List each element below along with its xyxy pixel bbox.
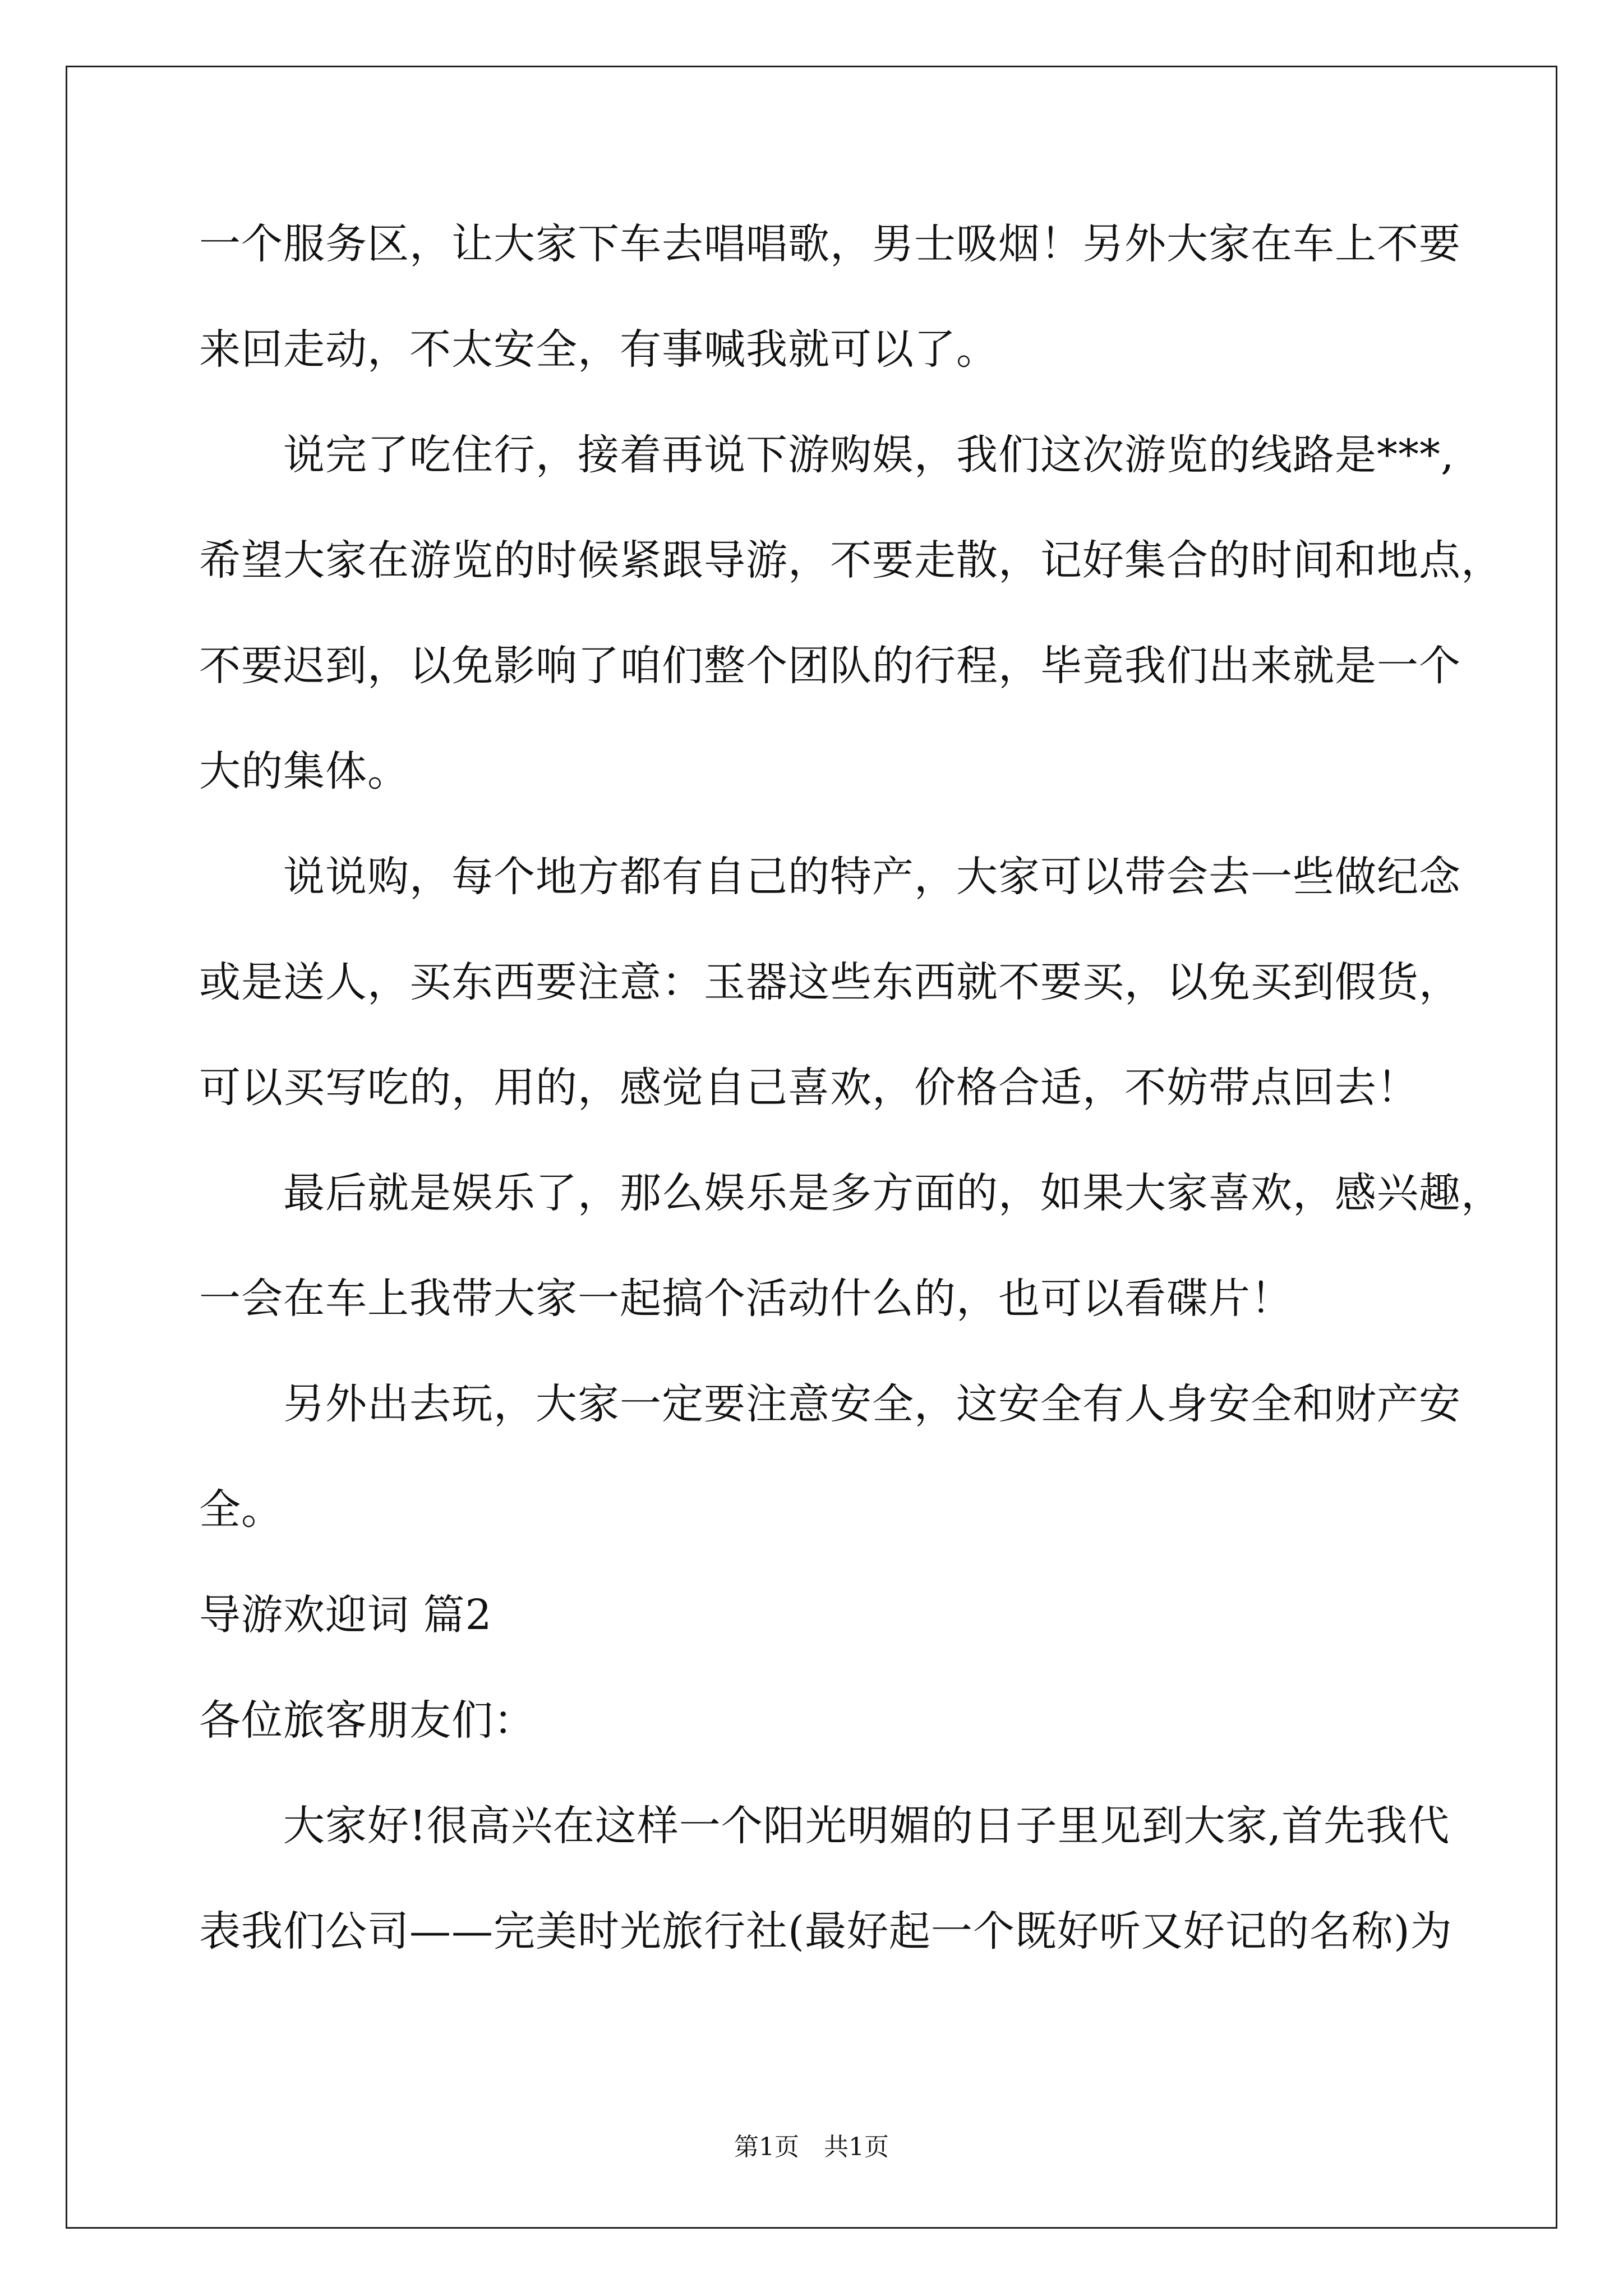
text-line: 可以买写吃的，用的，感觉自己喜欢，价格合适，不妨带点回去！ — [199, 1064, 1419, 1112]
text-line: 来回走动，不太安全，有事喊我就可以了。 — [199, 325, 998, 374]
page-border — [66, 66, 1557, 2229]
paragraph-start-line: 说完了吃住行，接着再说下游购娱，我们这次游览的线路是***, — [283, 431, 1455, 479]
text-line: 不要迟到，以免影响了咱们整个团队的行程，毕竟我们出来就是一个 — [199, 642, 1461, 690]
text-line: 表我们公司——完美时光旅行社(最好起一个既好听又好记的名称)为 — [199, 1907, 1453, 1955]
paragraph-start-line: 说说购，每个地方都有自己的特产，大家可以带会去一些做纪念 — [283, 853, 1461, 901]
text-line: 一个服务区，让大家下车去唱唱歌，男士吸烟！另外大家在车上不要 — [199, 220, 1461, 268]
paragraph-start-line: 另外出去玩，大家一定要注意安全，这安全有人身安全和财产安 — [283, 1380, 1461, 1428]
salutation: 各位旅客朋友们： — [199, 1696, 536, 1745]
paragraph-start-line: 大家好!很高兴在这样一个阳光明媚的日子里见到大家,首先我代 — [283, 1802, 1450, 1850]
text-line: 全。 — [199, 1485, 283, 1534]
paragraph-start-line: 最后就是娱乐了，那么娱乐是多方面的，如果大家喜欢，感兴趣， — [283, 1169, 1503, 1217]
text-line: 一会在车上我带大家一起搞个活动什么的，也可以看碟片！ — [199, 1274, 1293, 1323]
section-heading: 导游欢迎词 篇2 — [199, 1591, 492, 1639]
page-number-footer: 第1页 共1页 — [734, 2133, 889, 2161]
text-line: 希望大家在游览的时候紧跟导游，不要走散，记好集合的时间和地点， — [199, 536, 1503, 585]
text-line: 或是送人，买东西要注意：玉器这些东西就不要买，以免买到假货， — [199, 958, 1461, 1006]
text-line: 大的集体。 — [199, 747, 409, 795]
